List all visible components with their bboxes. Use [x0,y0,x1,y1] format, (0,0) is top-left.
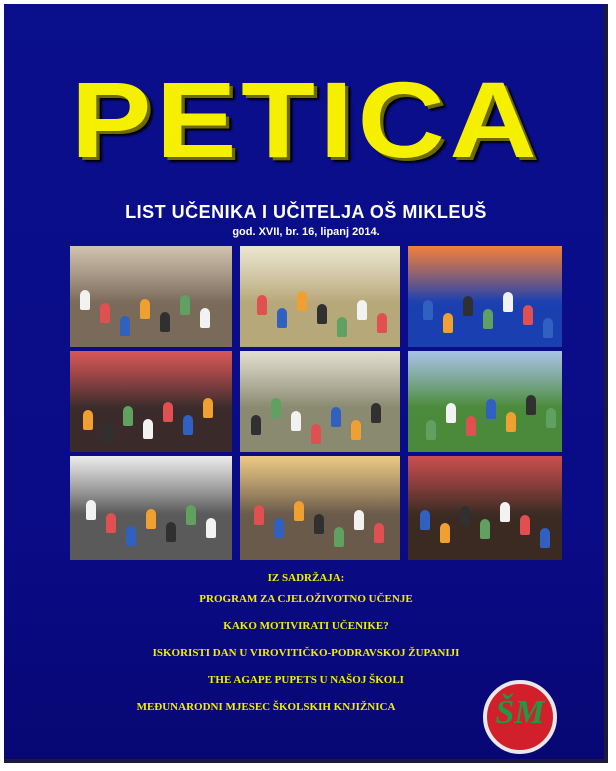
photo-figure [143,419,153,439]
photo-figure [543,318,553,338]
photo-figure [463,296,473,316]
photo-drawings [240,351,400,452]
photo-figure [523,305,533,325]
photo-figure [466,416,476,436]
photo-figure [297,291,307,311]
photo-figure [106,513,116,533]
photo-figure [354,510,364,530]
photo-figure [146,509,156,529]
photo-choir [408,456,562,560]
issue-info: god. XVII, br. 16, lipanj 2014. [232,226,380,238]
photo-figure [377,313,387,333]
photo-figure [160,312,170,332]
school-logo-text: ŠM [495,694,545,731]
magazine-subtitle: LIST UČENIKA I UČITELJA OŠ MIKLEUŠ [125,202,487,222]
photo-figure [294,501,304,521]
photo-hall-audience [70,351,232,452]
photo-figure [540,528,550,548]
photo-figure [123,406,133,426]
photo-figure [163,402,173,422]
photo-figure [83,410,93,430]
photo-figure [274,518,284,538]
photo-bulletin-board [240,246,400,347]
contents-item: KAKO MOTIVIRATI UČENIKE? [223,620,389,632]
photo-backdrop [408,456,562,518]
photo-figure [291,411,301,431]
photo-figure [80,290,90,310]
photo-figure [331,407,341,427]
photo-figure [440,523,450,543]
photo-figure [317,304,327,324]
photo-backdrop [408,351,562,412]
photo-figure [446,403,456,423]
photo-figure [426,420,436,440]
photo-kids-crafts [240,456,400,560]
photo-collage [70,246,562,558]
photo-figure [314,514,324,534]
photo-figure [103,423,113,443]
photo-figure [86,500,96,520]
photo-panel-table [70,456,232,560]
photo-backdrop [240,456,400,518]
photo-figure [486,399,496,419]
contents-item: PROGRAM ZA CJELOŽIVOTNO UČENJE [199,593,413,605]
magazine-title: PETICA [70,59,542,180]
photo-figure [100,303,110,323]
photo-figure [500,502,510,522]
contents-heading: IZ SADRŽAJA: [267,572,345,584]
contents-item: MEĐUNARODNI MJESEC ŠKOLSKIH KNJIŽNICA [136,701,396,713]
photo-figure [120,316,130,336]
photo-figure [251,415,261,435]
photo-figure [503,292,513,312]
photo-figure [337,317,347,337]
magazine-cover [4,4,608,763]
photo-group-outdoors [408,351,562,452]
photo-figure [526,395,536,415]
photo-figure [483,309,493,329]
photo-figure [420,510,430,530]
photo-figure [520,515,530,535]
photo-sports-team [408,246,562,347]
contents-item: ISKORISTI DAN U VIROVITIČKO-PODRAVSKOJ ŽUPANIJI [152,647,460,659]
photo-classroom [70,246,232,347]
photo-figure [423,300,433,320]
school-logo [483,680,557,754]
photo-figure [126,526,136,546]
photo-figure [443,313,453,333]
photo-figure [186,505,196,525]
photo-figure [254,505,264,525]
photo-figure [277,308,287,328]
photo-figure [200,308,210,328]
photo-figure [374,523,384,543]
photo-figure [357,300,367,320]
photo-figure [140,299,150,319]
photo-backdrop [70,246,232,307]
photo-figure [166,522,176,542]
photo-figure [183,415,193,435]
photo-figure [460,506,470,526]
photo-figure [546,408,556,428]
photo-figure [334,527,344,547]
photo-figure [206,518,216,538]
photo-backdrop [408,246,562,307]
photo-figure [271,398,281,418]
photo-figure [371,403,381,423]
photo-figure [506,412,516,432]
photo-figure [203,398,213,418]
photo-figure [351,420,361,440]
photo-figure [257,295,267,315]
photo-figure [180,295,190,315]
photo-figure [480,519,490,539]
photo-figure [311,424,321,444]
contents-item: THE AGAPE PUPETS U NAŠOJ ŠKOLI [208,674,404,686]
